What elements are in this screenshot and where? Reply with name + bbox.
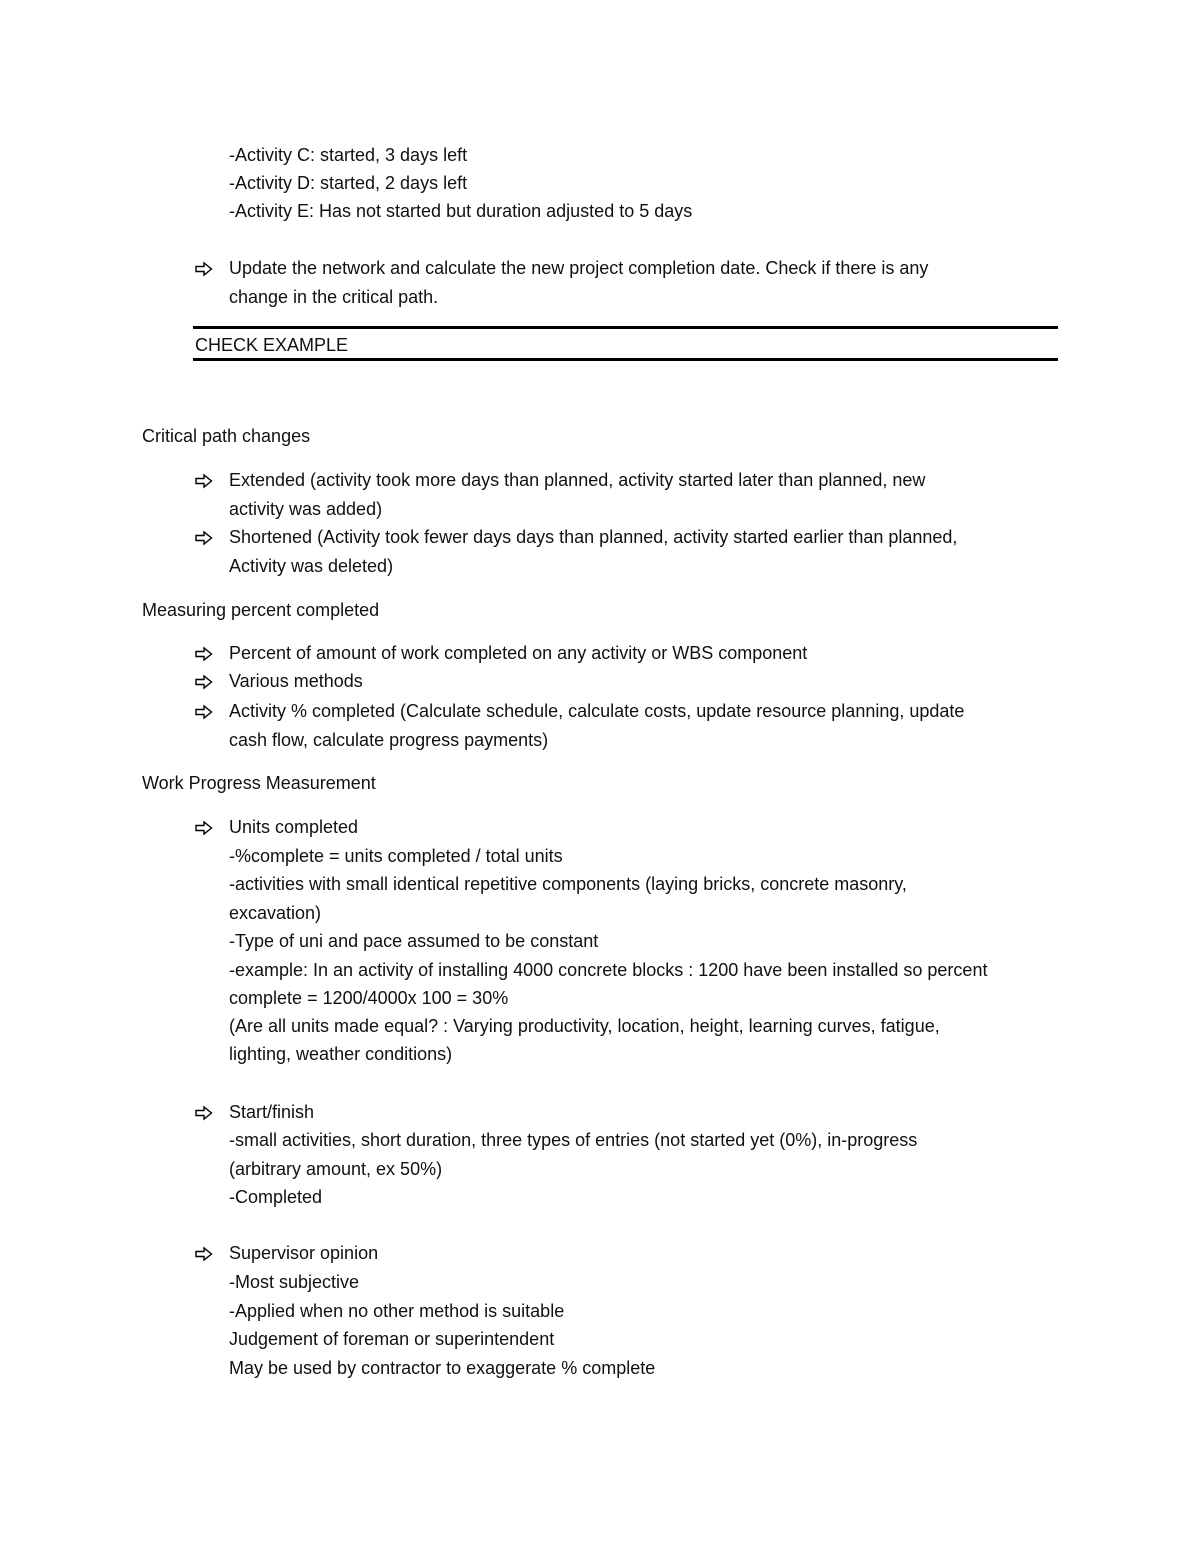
measuring-bullet-1: Percent of amount of work completed on any activity or WBS component [229, 643, 808, 663]
units-completed-line-2: -%complete = units completed / total units [229, 846, 563, 866]
arrow-bullet-icon [195, 529, 213, 547]
start-finish-line-1: Start/finish [229, 1102, 315, 1122]
divider-bottom [193, 358, 1058, 361]
start-finish-line-4: -Completed [229, 1187, 323, 1207]
section-heading-critical-path: Critical path changes [142, 426, 311, 446]
supervisor-opinion-line-4: Judgement of foreman or superintendent [229, 1329, 555, 1349]
extended-bullet-line-1: Extended (activity took more days than planned, activity started later than planned, new [229, 470, 926, 490]
units-completed-line-6: -example: In an activity of installing 4000 concrete blocks : 1200 have been installed so percent [229, 960, 988, 980]
start-finish-line-3: (arbitrary amount, ex 50%) [229, 1159, 443, 1179]
units-completed-line-8: (Are all units made equal? : Varying productivity, location, height, learning curves, fatigue, [229, 1016, 940, 1036]
activity-e-line: -Activity E: Has not started but duration adjusted to 5 days [229, 201, 693, 221]
supervisor-opinion-line-5: May be used by contractor to exaggerate % complete [229, 1358, 656, 1378]
measuring-bullet-3-line-2: cash flow, calculate progress payments) [229, 730, 549, 750]
units-completed-line-5: -Type of uni and pace assumed to be constant [229, 931, 599, 951]
section-heading-measuring: Measuring percent completed [142, 600, 380, 620]
measuring-bullet-3-line-1: Activity % completed (Calculate schedule, calculate costs, update resource planning, update [229, 701, 965, 721]
extended-bullet-line-2: activity was added) [229, 499, 383, 519]
arrow-bullet-icon [195, 645, 213, 663]
supervisor-opinion-line-2: -Most subjective [229, 1272, 360, 1292]
units-completed-line-4: excavation) [229, 903, 322, 923]
arrow-bullet-icon [195, 673, 213, 691]
activity-c-line: -Activity C: started, 3 days left [229, 145, 468, 165]
divider-top [193, 326, 1058, 329]
activity-d-line: -Activity D: started, 2 days left [229, 173, 468, 193]
check-example-label: CHECK EXAMPLE [195, 335, 349, 355]
arrow-bullet-icon [195, 1104, 213, 1122]
supervisor-opinion-line-1: Supervisor opinion [229, 1243, 379, 1263]
units-completed-line-7: complete = 1200/4000x 100 = 30% [229, 988, 509, 1008]
arrow-bullet-icon [195, 472, 213, 490]
shortened-bullet-line-1: Shortened (Activity took fewer days days than planned, activity started earlier than planned, [229, 527, 958, 547]
shortened-bullet-line-2: Activity was deleted) [229, 556, 394, 576]
units-completed-line-9: lighting, weather conditions) [229, 1044, 453, 1064]
arrow-bullet-icon [195, 1245, 213, 1263]
arrow-bullet-icon [195, 703, 213, 721]
update-bullet-line-2: change in the critical path. [229, 287, 439, 307]
units-completed-line-3: -activities with small identical repetitive components (laying bricks, concrete masonry, [229, 874, 907, 894]
units-completed-line-1: Units completed [229, 817, 359, 837]
arrow-bullet-icon [195, 819, 213, 837]
supervisor-opinion-line-3: -Applied when no other method is suitable [229, 1301, 565, 1321]
start-finish-line-2: -small activities, short duration, three types of entries (not started yet (0%), in-progress [229, 1130, 918, 1150]
measuring-bullet-2: Various methods [229, 671, 363, 691]
section-heading-work-progress: Work Progress Measurement [142, 773, 376, 793]
update-bullet-line-1: Update the network and calculate the new project completion date. Check if there is any [229, 258, 929, 278]
arrow-bullet-icon [195, 260, 213, 278]
